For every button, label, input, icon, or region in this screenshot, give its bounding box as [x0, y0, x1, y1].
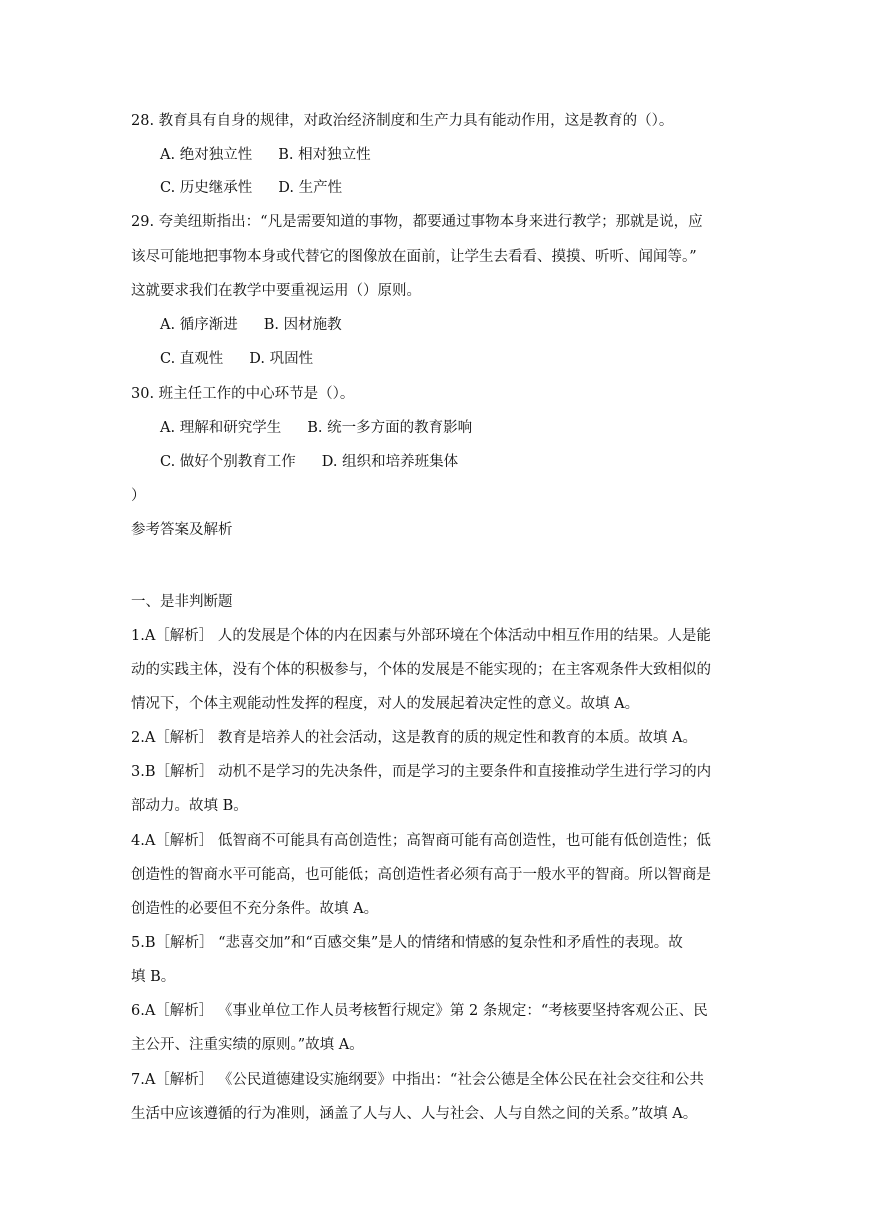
section-title: 一、是非判断题 — [131, 594, 233, 610]
option-c: C. 做好个别教育工作 — [160, 454, 296, 470]
answer-5-line-2: 填 B。 — [131, 969, 176, 985]
option-d: D. 组织和培养班集体 — [321, 454, 459, 470]
option-d: D. 巩固性 — [249, 351, 314, 367]
answer-1-line-3: 情况下，个体主观能动性发挥的程度，对人的发展起着决定性的意义。故填 A。 — [131, 696, 640, 712]
question-29-stem-line-2: 该尽可能地把事物本身或代替它的图像放在面前，让学生去看看、摸摸、听听、闻闻等。” — [131, 249, 697, 265]
question-28-stem: 28. 教育具有自身的规律，对政治经济制度和生产力具有能动作用，这是教育的（）。 — [131, 113, 674, 129]
answer-4-line-3: 创造性的必要但不充分条件。故填 A。 — [131, 901, 379, 917]
answer-3-line-2: 部动力。故填 B。 — [131, 798, 248, 814]
question-29-stem-line-3: 这就要求我们在教学中要重视运用（）原则。 — [131, 283, 421, 299]
question-30-options-row-1 — [160, 418, 472, 438]
option-a: A. 绝对独立性 — [160, 147, 253, 163]
answer-5-line-1: 5.B［解析］ “悲喜交加”和“百感交集”是人的情绪和情感的复杂性和矛盾性的表现。故 — [131, 935, 683, 951]
question-28-options-row-2 — [160, 178, 342, 198]
option-a: A. 循序渐进 — [160, 317, 238, 333]
option-b: B. 相对独立性 — [278, 147, 371, 163]
stray-mark: ） — [131, 488, 146, 504]
question-30-stem: 30. 班主任工作的中心环节是（）。 — [131, 386, 355, 402]
answer-1-line-2: 动的实践主体，没有个体的积极参与，个体的发展是不能实现的；在主客观条件大致相似的 — [131, 662, 711, 678]
option-c: C. 直观性 — [160, 351, 224, 367]
question-29-stem-line-1: 29. 夸美纽斯指出：“凡是需要知道的事物，都要通过事物本身来进行教学；那就是说，应 — [131, 214, 703, 230]
answer-1-line-1: 1.A［解析］ 人的发展是个体的内在因素与外部环境在个体活动中相互作用的结果。人是能 — [131, 628, 711, 644]
question-30-options-row-2 — [160, 452, 458, 472]
answer-4-line-1: 4.A［解析］ 低智商不可能具有高创造性；高智商可能有高创造性，也可能有低创造性；低 — [131, 833, 711, 849]
answer-7-line-2: 生活中应该遵循的行为准则，涵盖了人与人、人与社会、人与自然之间的关系。”故填 A。 — [131, 1106, 698, 1122]
option-a: A. 理解和研究学生 — [160, 420, 282, 436]
answer-3-line-1: 3.B［解析］ 动机不是学习的先决条件，而是学习的主要条件和直接推动学生进行学习的内 — [131, 764, 712, 780]
answer-2-line-1: 2.A［解析］ 教育是培养人的社会活动，这是教育的质的规定性和教育的本质。故填 A。 — [131, 730, 697, 746]
answers-title: 参考答案及解析 — [131, 522, 233, 538]
option-b: B. 因材施教 — [263, 317, 342, 333]
option-c: C. 历史继承性 — [160, 180, 253, 196]
answer-6-line-1: 6.A［解析］ 《事业单位工作人员考核暂行规定》第 2 条规定：“考核要坚持客观公正、民 — [131, 1003, 708, 1019]
question-29-options-row-2 — [160, 349, 313, 369]
answer-7-line-1: 7.A［解析］ 《公民道德建设实施纲要》中指出：“社会公德是全体公民在社会交往和公共 — [131, 1072, 704, 1088]
option-d: D. 生产性 — [278, 180, 343, 196]
option-b: B. 统一多方面的教育影响 — [307, 420, 473, 436]
answer-6-line-2: 主公开、注重实绩的原则。”故填 A。 — [131, 1037, 364, 1053]
question-28-options-row-1 — [160, 145, 371, 165]
question-29-options-row-1 — [160, 315, 342, 335]
answer-4-line-2: 创造性的智商水平可能高，也可能低；高创造性者必须有高于一般水平的智商。所以智商是 — [131, 867, 711, 883]
